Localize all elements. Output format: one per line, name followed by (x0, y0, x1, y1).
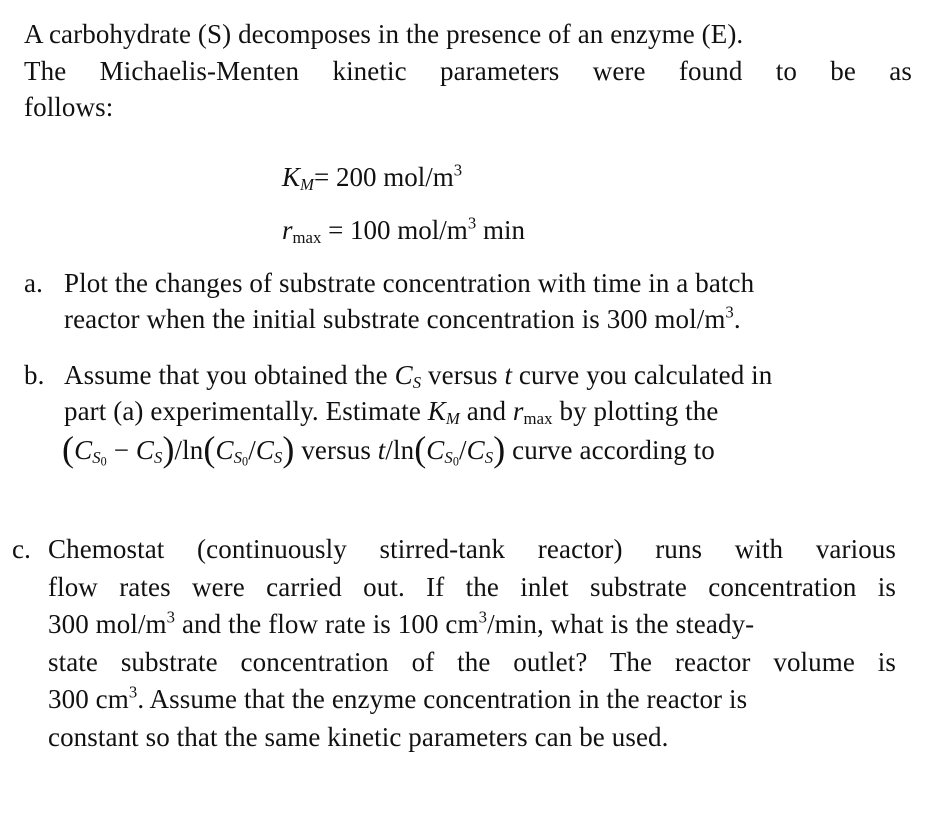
intro-line-3: follows: (24, 92, 114, 122)
part-c-line-3-c: /min, what is the steady- (487, 609, 755, 639)
t-symbol: t (504, 360, 513, 390)
part-c-line-3-b: and the flow rate is 100 cm (175, 609, 479, 639)
part-c-line-6: constant so that the same kinetic parameters can be used. (48, 722, 669, 752)
part-c-line-3 (48, 607, 754, 641)
part-c-marker: c. (12, 534, 31, 564)
rmax-value: = 100 mol/m (328, 215, 468, 245)
part-a-line-2-text: reactor when the initial substrate concentration is 300 mol/m (64, 304, 726, 334)
formula-s-1: S (153, 448, 163, 468)
part-c-exponent-1: 3 (166, 607, 176, 627)
part-b-line-1-text: Assume that you obtained the (64, 360, 395, 390)
close-paren-2: ) (282, 429, 295, 469)
part-b-formula (62, 429, 715, 469)
part-a-line-1: Plot the changes of substrate concentration with time in a batch (64, 268, 755, 298)
km-equation (282, 160, 462, 194)
formula-s-3: S (484, 448, 494, 468)
part-b-line-1 (64, 358, 772, 392)
part-b-line-2-text: part (a) experimentally. Estimate (64, 396, 428, 426)
part-a-exponent: 3 (725, 302, 734, 322)
intro-line-1: A carbohydrate (S) decomposes in the presence of an enzyme (E). (24, 19, 744, 49)
part-b-line-2 (64, 394, 718, 428)
km-value: = 200 mol/m (313, 162, 454, 192)
rmax-symbol: r (282, 215, 293, 245)
rmax-equation (282, 213, 525, 247)
cs-subscript: S (412, 373, 422, 393)
formula-t: t (377, 435, 386, 465)
cs-symbol: C (394, 360, 413, 390)
part-a-marker: a. (24, 268, 43, 298)
km-inline-subscript: M (445, 409, 460, 429)
intro-line-2: The Michaelis-Menten kinetic parameters were found to be as (24, 56, 912, 86)
part-b-and: and (459, 396, 513, 426)
part-a-line-2 (64, 302, 741, 336)
part-c-line-4: state substrate concentration of the outlet? The reactor volume is (48, 647, 896, 677)
km-symbol: K (282, 162, 301, 192)
formula-divide-2: / (459, 435, 467, 465)
open-paren: ( (62, 429, 75, 469)
formula-c-6: C (466, 435, 485, 465)
formula-zero-3: 0 (452, 454, 460, 469)
formula-zero-2: 0 (242, 454, 249, 469)
formula-c-3: C (215, 435, 234, 465)
formula-c-5: C (426, 435, 445, 465)
part-c-line-5-a: 300 cm (48, 684, 129, 714)
close-paren: ) (162, 429, 175, 469)
formula-slash-ln: /ln (174, 435, 204, 465)
rmax-inline-symbol: r (512, 396, 524, 426)
formula-slash-ln-2: /ln (385, 435, 415, 465)
part-c-line-1: Chemostat (continuously stirred-tank reactor) runs with various (48, 534, 896, 564)
rmax-subscript: max (292, 228, 322, 248)
formula-divide: / (248, 435, 256, 465)
km-inline-symbol: K (427, 396, 446, 426)
part-c-line-5-b: . Assume that the enzyme concentration in the reactor is (137, 684, 748, 714)
part-a-period: . (733, 304, 741, 334)
km-subscript: M (300, 175, 314, 195)
formula-s0-3: S (444, 448, 453, 468)
rmax-unit: min (476, 215, 525, 245)
part-b-line-1-tail: curve you calculated in (512, 360, 773, 390)
formula-minus: − (106, 435, 136, 465)
open-paren-3: ( (414, 429, 427, 469)
part-c-line-3-a: 300 mol/m (48, 609, 167, 639)
part-b-line-2-tail: by plotting the (552, 396, 719, 426)
open-paren-2: ( (203, 429, 216, 469)
formula-s-2: S (273, 448, 283, 468)
part-c-exponent-2: 3 (478, 607, 488, 627)
part-b-versus: versus (421, 360, 505, 390)
part-c-exponent-3: 3 (128, 682, 138, 702)
formula-c-4: C (255, 435, 274, 465)
formula-c-2: C (135, 435, 154, 465)
part-c-line-2: flow rates were carried out. If the inlet substrate concentration is (48, 572, 896, 602)
formula-s0-1: S (92, 448, 101, 468)
part-c-line-5 (48, 682, 747, 716)
formula-versus: versus (294, 435, 378, 465)
close-paren-3: ) (493, 429, 506, 469)
part-b-marker: b. (24, 360, 45, 390)
rmax-inline-subscript: max (523, 409, 553, 429)
formula-s0-2: S (233, 448, 243, 468)
rmax-exponent: 3 (467, 213, 477, 233)
formula-c-1: C (74, 435, 93, 465)
formula-tail: curve according to (505, 435, 715, 465)
km-exponent: 3 (453, 160, 463, 180)
formula-zero-1: 0 (100, 454, 107, 469)
